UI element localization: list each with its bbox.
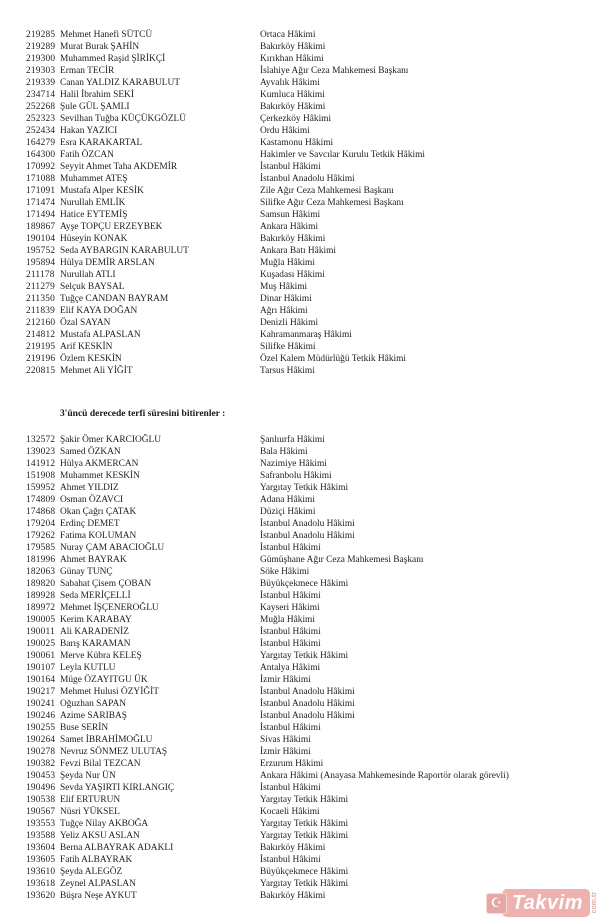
judge-name: Hakan YAZICI xyxy=(60,126,118,136)
table-row xyxy=(0,365,600,377)
judge-name: Yeliz AKSU ASLAN xyxy=(60,831,140,841)
judge-name: Merve Kübra KELEŞ xyxy=(60,651,142,661)
registry-number: 193604 xyxy=(26,843,56,853)
registry-number: 179262 xyxy=(26,531,56,541)
table-row xyxy=(0,482,600,494)
table-row xyxy=(0,710,600,722)
judge-name: Ahmet YILDIZ xyxy=(60,483,119,493)
judge-name: Mehmet Hanefi SÜTCÜ xyxy=(60,30,153,40)
registry-number: 211279 xyxy=(26,282,55,292)
registry-number: 193610 xyxy=(26,867,56,877)
judge-title: Tarsus Hâkimi xyxy=(260,366,315,376)
judge-name: Şakir Ömer KARCIOĞLU xyxy=(60,435,162,445)
promotion-list-continued xyxy=(0,0,600,377)
table-row xyxy=(0,698,600,710)
judge-title: Kahramanmaraş Hâkimi xyxy=(260,330,352,340)
judge-title: Nazimiye Hâkimi xyxy=(260,459,327,469)
judge-name: Tuğçe Nilay AKBOĞA xyxy=(60,819,149,829)
judge-title: Kayseri Hâkimi xyxy=(260,603,320,613)
judge-title: Hakimler ve Savcılar Kurulu Tetkik Hâkimi xyxy=(260,150,426,160)
table-row xyxy=(0,458,600,470)
registry-number: 132572 xyxy=(26,435,56,445)
judge-name: Erdinç DEMET xyxy=(60,519,120,529)
judge-name: Sevda YAŞIRTI KIRLANGIÇ xyxy=(60,783,175,793)
judge-title: Kocaeli Hâkimi xyxy=(260,807,320,817)
judge-title: İstanbul Anadolu Hâkimi xyxy=(260,531,355,541)
table-row xyxy=(0,530,600,542)
judge-name: Osman ÖZAVCI xyxy=(60,495,124,505)
judge-name: Fatih ÖZCAN xyxy=(60,150,114,160)
table-row xyxy=(0,494,600,506)
judge-title: Zile Ağır Ceza Mahkemesi Başkanı xyxy=(260,186,394,196)
judge-title: Çerkezköy Hâkimi xyxy=(260,114,332,124)
registry-number: 179204 xyxy=(26,519,56,529)
table-row xyxy=(0,53,600,65)
registry-number: 190217 xyxy=(26,687,56,697)
judge-name: Sabahat Çisem ÇOBAN xyxy=(60,579,152,589)
registry-number: 252434 xyxy=(26,126,56,136)
judge-name: Leyla KUTLU xyxy=(60,663,116,673)
table-row xyxy=(0,113,600,125)
table-row xyxy=(0,221,600,233)
judge-name: Tuğçe CANDAN BAYRAM xyxy=(60,294,169,304)
judge-title: İzmir Hâkimi xyxy=(260,675,311,685)
registry-number: 189820 xyxy=(26,579,56,589)
registry-number: 190264 xyxy=(26,735,56,745)
judge-title: Ayvalık Hâkimi xyxy=(260,78,320,88)
judge-name: Fatima KOLUMAN xyxy=(60,531,137,541)
judge-name: Nurullah ATLI xyxy=(60,270,116,280)
table-row xyxy=(0,305,600,317)
table-row xyxy=(0,41,600,53)
registry-number: 193605 xyxy=(26,855,56,865)
table-row xyxy=(0,89,600,101)
registry-number: 219195 xyxy=(26,342,56,352)
judge-name: Erman TECİR xyxy=(60,66,115,76)
judge-title: Muğla Hâkimi xyxy=(260,258,315,268)
judge-title: Ankara Hâkimi xyxy=(260,222,319,232)
table-row xyxy=(0,782,600,794)
judge-title: Bakırköy Hâkimi xyxy=(260,42,326,52)
judge-name: Şeyda Nur ÜN xyxy=(60,771,116,781)
judge-title: İstanbul Anadolu Hâkimi xyxy=(260,699,355,709)
registry-number: 190005 xyxy=(26,615,56,625)
registry-number: 234714 xyxy=(26,90,56,100)
table-row xyxy=(0,77,600,89)
table-row xyxy=(0,746,600,758)
registry-number: 252323 xyxy=(26,114,56,124)
registry-number: 171091 xyxy=(26,186,56,196)
table-row xyxy=(0,197,600,209)
table-row xyxy=(0,269,600,281)
judge-title: Samsun Hâkimi xyxy=(260,210,321,220)
table-row xyxy=(0,590,600,602)
judge-title: Kastamonu Hâkimi xyxy=(260,138,334,148)
table-row xyxy=(0,293,600,305)
judge-title: Bakırköy Hâkimi xyxy=(260,843,326,853)
judge-title: İstanbul Hâkimi xyxy=(260,855,321,865)
judge-name: Fatih ALBAYRAK xyxy=(60,855,133,865)
takvim-flag-icon: ☪ xyxy=(486,893,507,914)
judge-title: Safranbolu Hâkimi xyxy=(260,471,332,481)
registry-number: 189928 xyxy=(26,591,56,601)
registry-number: 190246 xyxy=(26,711,56,721)
judge-name: Nurullah EMLİK xyxy=(60,198,126,208)
judge-title: Kuşadası Hâkimi xyxy=(260,270,325,280)
table-row xyxy=(0,842,600,854)
judge-title: İstanbul Anadolu Hâkimi xyxy=(260,711,355,721)
judge-name: Günay TUNÇ xyxy=(60,567,113,577)
registry-number: 219300 xyxy=(26,54,56,64)
table-row xyxy=(0,650,600,662)
judge-name: Nuray ÇAM ABACIOĞLU xyxy=(60,543,165,553)
judge-name: Seda MERİÇELLİ xyxy=(60,591,131,601)
judge-title: Özel Kalem Müdürlüğü Tetkik Hâkimi xyxy=(260,354,407,364)
judge-title: Denizli Hâkimi xyxy=(260,318,319,328)
table-row xyxy=(0,614,600,626)
judge-title: Erzurum Hâkimi xyxy=(260,759,324,769)
registry-number: 171494 xyxy=(26,210,56,220)
table-row xyxy=(0,818,600,830)
judge-name: Hülya DEMİR ARSLAN xyxy=(60,258,155,268)
judge-name: Hüseyin KONAK xyxy=(60,234,128,244)
registry-number: 179585 xyxy=(26,543,56,553)
judge-name: Canan YALDIZ KARABULUT xyxy=(60,78,180,88)
judge-name: Halil İbrahim SEKİ xyxy=(60,90,134,100)
judge-name: Seyyit Ahmet Taha AKDEMİR xyxy=(60,162,178,172)
registry-number: 190107 xyxy=(26,663,56,673)
registry-number: 193620 xyxy=(26,891,56,901)
judge-name: Okan Çağrı ÇATAK xyxy=(60,507,137,517)
judge-name: Ali KARADENİZ xyxy=(60,627,130,637)
judge-name: Mustafa Alper KESİK xyxy=(60,186,144,196)
judge-title: Silifke Hâkimi xyxy=(260,342,316,352)
judge-name: Mehmet Hulusi ÖZYİĞİT xyxy=(60,687,159,697)
registry-number: 193588 xyxy=(26,831,56,841)
registry-number: 159952 xyxy=(26,483,56,493)
judge-title: Silifke Ağır Ceza Mahkemesi Başkanı xyxy=(260,198,404,208)
registry-number: 219289 xyxy=(26,42,56,52)
registry-number: 211839 xyxy=(26,306,55,316)
registry-number: 171088 xyxy=(26,174,56,184)
judge-name: Murat Burak ŞAHİN xyxy=(60,42,140,52)
judge-title: Bakırköy Hâkimi xyxy=(260,234,326,244)
registry-number: 189867 xyxy=(26,222,56,232)
judge-title: Yargıtay Tetkik Hâkimi xyxy=(260,651,349,661)
registry-number: 139023 xyxy=(26,447,56,457)
takvim-logo-text: Takvim xyxy=(502,889,590,917)
registry-number: 170992 xyxy=(26,162,56,172)
registry-number: 195752 xyxy=(26,246,56,256)
registry-number: 195894 xyxy=(26,258,56,268)
table-row xyxy=(0,854,600,866)
table-row xyxy=(0,662,600,674)
registry-number: 211350 xyxy=(26,294,55,304)
judge-name: Samed ÖZKAN xyxy=(60,447,121,457)
judge-title: Bakırköy Hâkimi xyxy=(260,891,326,901)
table-row xyxy=(0,317,600,329)
table-row xyxy=(0,470,600,482)
registry-number: 190382 xyxy=(26,759,56,769)
judge-name: Kerim KARABAY xyxy=(60,615,132,625)
table-row xyxy=(0,281,600,293)
judge-name: Seda AYBARGIN KARABULUT xyxy=(60,246,189,256)
table-row xyxy=(0,245,600,257)
judge-title: Antalya Hâkimi xyxy=(260,663,321,673)
takvim-domain-text: com.tr xyxy=(591,892,598,914)
registry-number: 190061 xyxy=(26,651,56,661)
judge-name: Hatice EYTEMİŞ xyxy=(60,210,128,220)
judge-name: Selçuk BAYSAL xyxy=(60,282,125,292)
table-row xyxy=(0,722,600,734)
table-row xyxy=(0,758,600,770)
table-row xyxy=(0,446,600,458)
registry-number: 171474 xyxy=(26,198,56,208)
table-row xyxy=(0,770,600,782)
judge-title: Gümüşhane Ağır Ceza Mahkemesi Başkanı xyxy=(260,555,424,565)
judge-title: Yargıtay Tetkik Hâkimi xyxy=(260,819,349,829)
registry-number: 220815 xyxy=(26,366,56,376)
judge-name: Elif ERTURUN xyxy=(60,795,121,805)
table-row xyxy=(0,137,600,149)
judge-name: Büşra Neşe AYKUT xyxy=(60,891,137,901)
judge-title: İstanbul Hâkimi xyxy=(260,783,321,793)
table-row xyxy=(0,794,600,806)
registry-number: 214812 xyxy=(26,330,56,340)
table-row xyxy=(0,506,600,518)
registry-number: 219339 xyxy=(26,78,56,88)
registry-number: 141912 xyxy=(26,459,56,469)
judge-name: Berna ALBAYRAK ADAKLI xyxy=(60,843,174,853)
judge-name: Mehmet İŞÇENEROĞLU xyxy=(60,603,159,613)
judge-title: Sivas Hâkimi xyxy=(260,735,311,745)
registry-number: 190164 xyxy=(26,675,56,685)
table-row xyxy=(0,734,600,746)
table-row xyxy=(0,602,600,614)
registry-number: 252268 xyxy=(26,102,56,112)
judge-title: İstanbul Hâkimi xyxy=(260,723,321,733)
judge-name: Özlem KESKİN xyxy=(60,354,122,364)
registry-number: 190011 xyxy=(26,627,55,637)
judge-title: Bakırköy Hâkimi xyxy=(260,102,326,112)
judge-title: Kumluca Hâkimi xyxy=(260,90,325,100)
judge-name: Arif KESKİN xyxy=(60,342,113,352)
table-row xyxy=(0,638,600,650)
registry-number: 219285 xyxy=(26,30,56,40)
judge-title: Ordu Hâkimi xyxy=(260,126,310,136)
judge-title: Düziçi Hâkimi xyxy=(260,507,316,517)
judge-title: Yargıtay Tetkik Hâkimi xyxy=(260,795,349,805)
judge-title: Söke Hâkimi xyxy=(260,567,310,577)
judge-title: Ankara Hâkimi (Anayasa Mahkemesinde Raportör olarak görevli) xyxy=(260,771,509,781)
judge-title: Ağrı Hâkimi xyxy=(260,306,308,316)
judge-title: İstanbul Anadolu Hâkimi xyxy=(260,174,355,184)
judge-name: Hülya AKMERCAN xyxy=(60,459,139,469)
registry-number: 219303 xyxy=(26,66,56,76)
table-row xyxy=(0,173,600,185)
judge-title: Büyükçekmece Hâkimi xyxy=(260,579,349,589)
promotion-list-third-degree xyxy=(0,434,600,902)
table-row xyxy=(0,578,600,590)
judge-title: Şanlıurfa Hâkimi xyxy=(260,435,325,445)
judge-name: Muhammet KESKİN xyxy=(60,471,140,481)
judge-name: Şeyda ALEGÖZ xyxy=(60,867,123,877)
registry-number: 151908 xyxy=(26,471,56,481)
judge-title: Kırıkhan Hâkimi xyxy=(260,54,324,64)
judge-title: Ankara Batı Hâkimi xyxy=(260,246,337,256)
judge-name: Barış KARAMAN xyxy=(60,639,131,649)
judge-title: İstanbul Hâkimi xyxy=(260,591,321,601)
table-row xyxy=(0,554,600,566)
judge-name: Nüsri YÜKSEL xyxy=(60,807,120,817)
judge-title: Dinar Hâkimi xyxy=(260,294,312,304)
table-row xyxy=(0,806,600,818)
registry-number: 174868 xyxy=(26,507,56,517)
judge-name: Nevruz SÖNMEZ ULUTAŞ xyxy=(60,747,168,757)
table-row xyxy=(0,542,600,554)
registry-number: 190538 xyxy=(26,795,56,805)
judge-title: İstanbul Anadolu Hâkimi xyxy=(260,519,355,529)
judge-title: İstanbul Hâkimi xyxy=(260,543,321,553)
table-row xyxy=(0,65,600,77)
table-row xyxy=(0,353,600,365)
registry-number: 211178 xyxy=(26,270,55,280)
table-row xyxy=(0,329,600,341)
table-row xyxy=(0,125,600,137)
registry-number: 190567 xyxy=(26,807,56,817)
judge-title: Muş Hâkimi xyxy=(260,282,308,292)
table-row xyxy=(0,341,600,353)
judge-title: Büyükçekmece Hâkimi xyxy=(260,867,349,877)
judge-name: Mehmet Ali YİĞİT xyxy=(60,366,133,376)
judge-name: Sevilhan Tuğba KÜÇÜKGÖZLÜ xyxy=(60,114,187,124)
judge-name: Müge ÖZAYITGU ÜK xyxy=(60,675,148,685)
table-row xyxy=(0,518,600,530)
judge-title: İslahiye Ağır Ceza Mahkemesi Başkanı xyxy=(260,66,409,76)
judge-title: Yargıtay Tetkik Hâkimi xyxy=(260,831,349,841)
section-header-third-degree: 3'üncü derecede terfi süresini bitirenler : xyxy=(60,409,226,419)
registry-number: 190104 xyxy=(26,234,56,244)
table-row xyxy=(0,149,600,161)
judge-title: İstanbul Hâkimi xyxy=(260,627,321,637)
judge-name: Esra KARAKARTAL xyxy=(60,138,143,148)
registry-number: 190453 xyxy=(26,771,56,781)
registry-number: 193618 xyxy=(26,879,56,889)
table-row xyxy=(0,866,600,878)
table-row xyxy=(0,257,600,269)
judge-title: Muğla Hâkimi xyxy=(260,615,315,625)
judge-title: Bala Hâkimi xyxy=(260,447,308,457)
registry-number: 219196 xyxy=(26,354,56,364)
judge-name: Azime SARIBAŞ xyxy=(60,711,127,721)
judge-title: İstanbul Anadolu Hâkimi xyxy=(260,687,355,697)
registry-number: 189972 xyxy=(26,603,56,613)
judge-title: İstanbul Hâkimi xyxy=(260,162,321,172)
judge-name: Muhammet ATEŞ xyxy=(60,174,128,184)
table-row xyxy=(0,185,600,197)
judge-name: Mustafa ALPASLAN xyxy=(60,330,141,340)
judge-name: Ayşe TOPÇU ERZEYBEK xyxy=(60,222,163,232)
judge-title: Yargıtay Tetkik Hâkimi xyxy=(260,483,349,493)
judge-name: Fevzi Bilal TEZCAN xyxy=(60,759,141,769)
judge-name: Samet İBRAHİMOĞLU xyxy=(60,735,153,745)
judge-name: Buse SERİN xyxy=(60,723,109,733)
registry-number: 190241 xyxy=(26,699,56,709)
registry-number: 181996 xyxy=(26,555,56,565)
registry-number: 164279 xyxy=(26,138,56,148)
judge-title: Yargıtay Tetkik Hâkimi xyxy=(260,879,349,889)
judge-name: Muhammed Raşid ŞİRİKÇİ xyxy=(60,54,166,64)
registry-number: 212160 xyxy=(26,318,56,328)
judge-title: Ortaca Hâkimi xyxy=(260,30,316,40)
judge-name: Oğuzhan SAPAN xyxy=(60,699,127,709)
table-row xyxy=(0,830,600,842)
registry-number: 164300 xyxy=(26,150,56,160)
table-row xyxy=(0,161,600,173)
registry-number: 193553 xyxy=(26,819,56,829)
table-row xyxy=(0,101,600,113)
registry-number: 190255 xyxy=(26,723,56,733)
table-row xyxy=(0,233,600,245)
judge-name: Zeynel ALPASLAN xyxy=(60,879,136,889)
registry-number: 174809 xyxy=(26,495,56,505)
judge-title: İstanbul Hâkimi xyxy=(260,639,321,649)
registry-number: 190496 xyxy=(26,783,56,793)
table-row xyxy=(0,626,600,638)
registry-number: 190278 xyxy=(26,747,56,757)
judge-name: Şule GÜL ŞAMLI xyxy=(60,102,130,112)
judge-name: Ahmet BAYRAK xyxy=(60,555,127,565)
judge-name: Elif KAYA DOĞAN xyxy=(60,306,138,316)
judge-title: Adana Hâkimi xyxy=(260,495,315,505)
registry-number: 190025 xyxy=(26,639,56,649)
registry-number: 182063 xyxy=(26,567,56,577)
judge-name: Özal SAYAN xyxy=(60,318,111,328)
judge-title: İzmir Hâkimi xyxy=(260,747,311,757)
table-row xyxy=(0,209,600,221)
table-row xyxy=(0,566,600,578)
table-row xyxy=(0,674,600,686)
table-row xyxy=(0,434,600,446)
table-row xyxy=(0,29,600,41)
takvim-watermark xyxy=(486,888,599,918)
table-row xyxy=(0,686,600,698)
